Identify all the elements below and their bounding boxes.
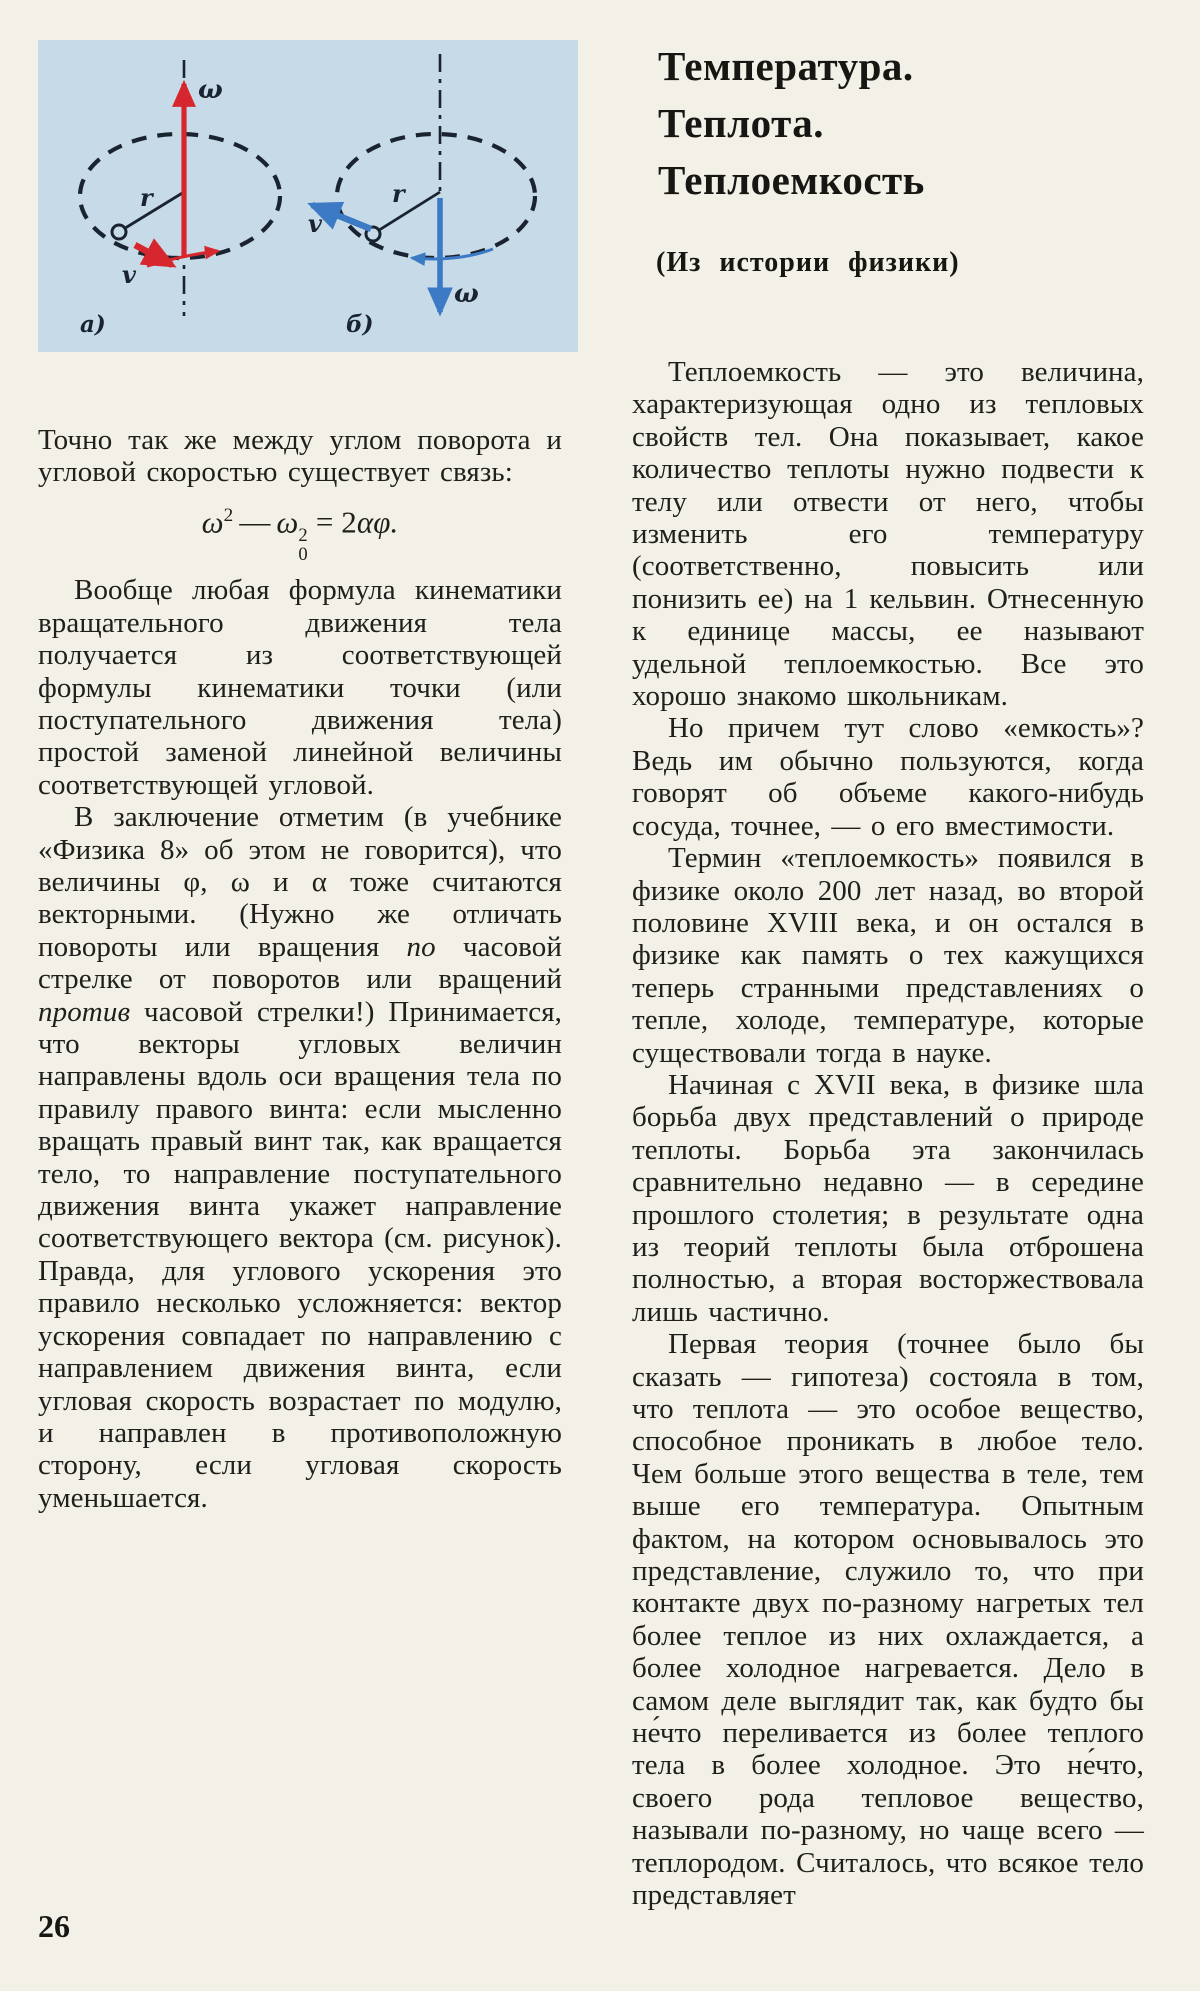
paragraph: Первая теория (точнее было бы сказать — гипотеза) состояла в том, что теплота — это особое вещество, способное проникать в любое тело. Чем больше этого вещества в теле, тем выше его температура. Опытным фактом, на котором основывалось это представление, служило то, что при контакте двух по-разному нагретых тел более теплое из них охлаждается, а более холодное нагревается. Дело в самом деле выглядит так, как будто бы не́что переливается из более теплого тела в более холодное. Это не́что, своего рода тепловое вещество, называли по-разному, но чаще всего — теплородом. Считалось, что всякое тело представляет [632,1328,1144,1912]
paragraph: Точно так же между углом поворота и угловой скоростью существует связь: [38,424,562,489]
formula-minus: — [239,504,271,540]
omega-label-b: ω [454,279,479,309]
radius-line-a [122,192,184,230]
article-title-line-1: Температура. [658,43,914,89]
radius-label-a: r [140,183,153,212]
rotation-diagrams-svg [38,40,578,352]
paragraph: Но причем тут слово «емкость»? Ведь им обычно пользуются, когда говорят об объеме какого-нибудь сосуда, точнее, — о его вместимости. [632,712,1144,842]
formula-omega: ω [201,504,224,540]
article-title-line-3: Теплоемкость [658,157,925,203]
omega-label-a: ω [198,75,223,105]
caption-b: б) [346,311,374,338]
diagram-b [308,54,535,338]
paragraph: В заключение отметим (в учебнике «Физика 8» об этом не говорится), что величины φ, ω и α тоже считаются векторными. (Нужно же отличать повороты или вращения по часовой стрелке от поворотов или вращений против часовой стрелки!) Принимается, что векторы угловых величин направлены вдоль оси вращения тела по правилу правого винта: если мысленно вращать правый винт так, как вращается тело, то направление поступательного движения винта укажет направление соответствующего вектора (см. рисунок). Правда, для углового ускорения это правило несколько усложняется: вектор ускорения совпадает по направлению с направлением движения винта, если угловая скорость возрастает по модулю, и направлен в противоположную сторону, если угловая скорость уменьшается. [38,801,562,1514]
particle-point-a [112,225,126,239]
article-title [658,38,925,209]
formula-omega0: ω [276,504,299,540]
radius-label-b: r [392,179,405,208]
article-title-line-2: Теплота. [658,100,824,146]
formula [38,496,562,566]
formula-variables: αφ. [356,504,399,540]
formula-omega0-exp: 2 [298,525,308,547]
formula-coefficient: 2 [341,504,357,540]
paragraph: Термин «теплоемкость» появился в физике около 200 лет назад, во второй половине XVIII века, и он остался в физике как память о тех кажущихся теперь странными представлениях о тепле, холоде, температуре, которые существовали тогда в науке. [632,842,1144,1069]
formula-exponent: 2 [223,504,234,526]
formula-equals: = [315,504,334,540]
formula-supsub [298,527,307,565]
figure-rotation-diagrams [38,40,578,352]
paragraph: Начиная с XVII века, в физике шла борьба двух представлений о природе теплоты. Борьба эта закончилась сравнительно недавно — в середине прошлого столетия; в результате одна из теорий теплоты была отброшена полностью, а вторая восторжествовала лишь частично. [632,1068,1144,1328]
paragraph: Теплоемкость — это величина, характеризующая одно из тепловых свойств тел. Она показывает, какое количество теплоты нужно подвести к телу или отвести от него, чтобы изменить его температуру (соответственно, повысить или понизить ее) на 1 кельвин. Отнесенную к единице массы, ее называют удельной теплоемкостью. Все это хорошо знакомо школьникам. [632,356,1144,713]
page-number: 26 [38,1908,70,1944]
diagram-a [80,60,280,338]
velocity-label-b: v [308,209,322,238]
velocity-label-a: v [122,260,136,289]
article-subtitle: (Из истории физики) [656,247,960,278]
right-column [632,356,1144,1912]
formula-omega0-index: 0 [298,544,308,566]
caption-a: а) [80,311,106,338]
radius-line-b [376,192,440,232]
left-column [38,424,562,1514]
paragraph: Вообще любая формула кинематики вращательного движения тела получается из соответствующей формулы кинематики точки (или поступательного движения тела) простой заменой линейной величины соответствующей угловой. [38,574,562,801]
